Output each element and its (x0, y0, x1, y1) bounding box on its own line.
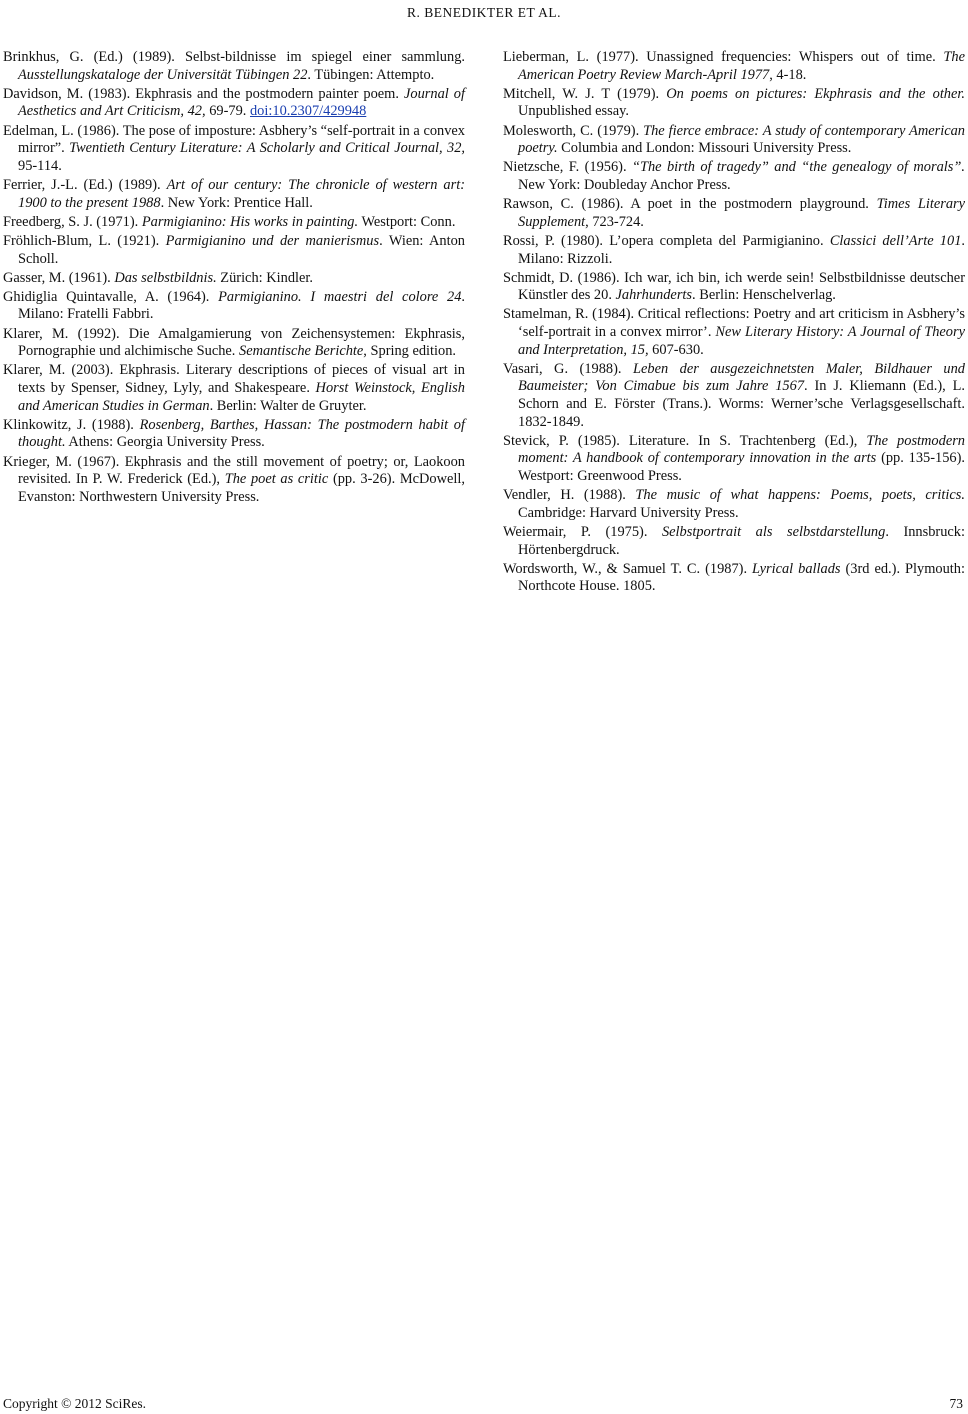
reference-text: Ghidiglia Quintavalle, A. (1964). (3, 288, 219, 305)
reference-entry (3, 214, 465, 232)
references-column-left (3, 49, 465, 508)
reference-text: Krieger, M. (1967). Ekphrasis and the still movement of poetry; or, Laokoon revisited. In P. W. Frederick (Ed.), (3, 453, 465, 488)
reference-text: 69-79. (205, 103, 250, 120)
reference-entry (503, 306, 965, 359)
reference-entry (3, 289, 465, 324)
page-number: 73 (949, 1396, 963, 1411)
reference-italic-text: Parmigianino: His works in painting. (141, 213, 359, 230)
reference-entry (3, 233, 465, 268)
reference-italic-text: Lyrical ballads (752, 560, 841, 577)
reference-entry (503, 270, 965, 305)
reference-entry (503, 361, 965, 431)
reference-entry (503, 86, 965, 121)
reference-entry (3, 417, 465, 452)
reference-text: Columbia and London: Missouri University Press. (557, 140, 852, 157)
reference-text: Klarer, M. (2003). Ekphrasis. Literary descriptions of pieces of visual art in texts by Spenser, Sidney, Lyly, and Shakespeare. (3, 362, 465, 397)
reference-text: . Milano: Rizzoli. (518, 232, 965, 267)
reference-entry (3, 326, 465, 361)
reference-entry (3, 270, 465, 288)
reference-italic-text: Horst Weinstock, English and American Studies in German (18, 380, 465, 414)
reference-text: (pp. 3-26). McDowell, Evanston: Northwestern University Press. (18, 471, 465, 505)
reference-text: Gasser, M. (1961). (3, 269, 115, 286)
reference-text: Vendler, H. (1988). (503, 487, 636, 504)
reference-text: 607-630. (648, 341, 704, 358)
reference-text: Weiermair, P. (1975). (503, 523, 662, 540)
reference-italic-text: Art of our century: The chronicle of western art: 1900 to the present 1988 (18, 176, 465, 211)
reference-text: Davidson, M. (1983). Ekphrasis and the postmodern painter poem. (3, 85, 404, 102)
copyright-notice: Copyright © 2012 SciRes. (3, 1396, 147, 1411)
reference-text: Klarer, M. (1992). Die Amalgamierung von Zeichensystemen: Ekphrasis, Pornographie und alchimische Suche. (3, 325, 465, 360)
reference-text: Stevick, P. (1985). Literature. In S. Trachtenberg (Ed.), (503, 432, 867, 449)
reference-entry (503, 49, 965, 84)
reference-text: Westport: Conn. (358, 213, 456, 230)
reference-entry (503, 159, 965, 194)
reference-text: Athens: Georgia University Press. (65, 434, 265, 451)
reference-italic-text: Jahrhunderts (615, 287, 693, 304)
reference-italic-text: Twentieth Century Literature: A Scholarly and Critical Journal, 32, (69, 140, 465, 157)
doi-link[interactable]: doi:10.2307/429948 (249, 103, 367, 120)
reference-entry (3, 86, 465, 121)
reference-text: . Innsbruck: Hörtenbergdruck. (518, 523, 965, 558)
reference-text: . Milano: Fratelli Fabbri. (18, 288, 466, 323)
reference-entry (503, 524, 965, 559)
reference-text: Freedberg, S. J. (1971). (3, 213, 142, 230)
reference-entry (503, 487, 965, 522)
reference-text: Molesworth, C. (1979). (503, 122, 644, 139)
reference-italic-text: Parmigianino und der manierismus (165, 232, 380, 249)
reference-text: . In J. Kliemann (Ed.), L. Schorn and E. Förster (Trans.). Worms: Werner’sche Verlagsgesellschaft. 1832-1849. (518, 378, 965, 430)
reference-entry (3, 454, 465, 507)
reference-text: . Tübingen: Attempto. (307, 66, 435, 83)
reference-text: New York: Doubleday Anchor Press. (518, 176, 731, 193)
reference-entry (503, 233, 965, 268)
running-head: R. BENEDIKTER ET AL. (406, 5, 562, 20)
reference-italic-text: New Literary History: A Journal of Theory and Interpretation, 15, (518, 324, 965, 358)
reference-italic-text: Semantische Berichte (239, 343, 364, 360)
reference-entry (503, 123, 965, 158)
reference-text: Lieberman, L. (1977). Unassigned frequencies: Whispers out of time. (503, 49, 944, 65)
reference-italic-text: Classici dell’Arte 101 (829, 232, 962, 249)
reference-text: . New York: Prentice Hall. (160, 194, 313, 211)
reference-italic-text: On poems on pictures: Ekphrasis and the other. (666, 85, 965, 102)
reference-text: , 723-724. (585, 213, 644, 230)
reference-entry (503, 561, 965, 596)
reference-text: Mitchell, W. J. T (1979). (503, 85, 667, 102)
reference-entry (3, 362, 465, 415)
reference-italic-text: Times Literary Supplement (518, 196, 966, 230)
reference-text: , 4-18. (769, 66, 807, 83)
reference-italic-text: Ausstellungskataloge der Universität Tübingen 22 (18, 66, 308, 83)
reference-text: Brinkhus, G. (Ed.) (1989). Selbst-bildnisse im spiegel einer sammlung. (3, 49, 465, 65)
reference-text: Stamelman, R. (1984). Critical reflections: Poetry and art criticism in Asbhery’s ‘self-portrait in a convex mirror’. (503, 306, 965, 341)
reference-text: Cambridge: Harvard University Press. (518, 504, 739, 521)
reference-italic-text: The music of what happens: Poems, poets, critics. (635, 487, 965, 504)
reference-text: Zürich: Kindler. (216, 269, 314, 286)
reference-text: Edelman, L. (1986). The pose of imposture: Asbhery’s “self-portrait in a convex mirror”. (3, 122, 465, 157)
reference-italic-text: Parmigianino. I maestri del colore 24 (218, 288, 462, 305)
reference-text: Unpublished essay. (518, 103, 629, 120)
reference-italic-text: Journal of Aesthetics and Art Criticism, 42, (18, 85, 465, 120)
reference-italic-text: The American Poetry Review March-April 1977 (518, 49, 965, 83)
reference-text: Klinkowitz, J. (1988). (3, 416, 140, 433)
reference-text: Fröhlich-Blum, L. (1921). (3, 232, 166, 249)
reference-entry (3, 49, 465, 84)
reference-text: . Berlin: Henschelverlag. (692, 287, 836, 304)
reference-italic-text: Das selbstbildnis. (114, 269, 217, 286)
reference-italic-text: Leben der ausgezeichnetsten Maler, Bildhauer und Baumeister; Von Cimabue bis zum Jahre 1567 (518, 360, 965, 395)
reference-italic-text: The postmodern moment: A handbook of contemporary innovation in the arts (518, 432, 966, 467)
reference-entry (3, 123, 465, 176)
reference-text: Nietzsche, F. (1956). (503, 159, 632, 176)
reference-italic-text: Selbstportrait als selbstdarstellung (661, 523, 886, 540)
reference-text: Rawson, C. (1986). A poet in the postmodern playground. (503, 196, 877, 213)
reference-text: Schmidt, D. (1986). Ich war, ich bin, ich werde sein! Selbstbildnisse deutscher Künstler des 20. (503, 269, 965, 304)
reference-entry (3, 177, 465, 212)
reference-text: , Spring edition. (363, 343, 457, 360)
reference-italic-text: The fierce embrace: A study of contemporary American poetry. (518, 122, 965, 157)
reference-italic-text: The poet as critic (224, 471, 329, 488)
reference-text: . Wien: Anton Scholl. (18, 232, 465, 267)
reference-entry (503, 433, 965, 486)
reference-text: Ferrier, J.-L. (Ed.) (1989). (3, 176, 167, 193)
reference-text: . Berlin: Walter de Gruyter. (209, 397, 367, 414)
reference-italic-text: “The birth of tragedy” and “the genealogy of morals”. (631, 159, 965, 176)
references-column-right (503, 49, 965, 598)
reference-text: Wordsworth, W., & Samuel T. C. (1987). (503, 560, 753, 577)
reference-text: (3rd ed.). Plymouth: Northcote House. 1805. (518, 560, 965, 595)
reference-text: 95-114. (18, 157, 62, 174)
reference-text: Vasari, G. (1988). (503, 360, 633, 377)
reference-text: Rossi, P. (1980). L’opera completa del Parmigianino. (503, 232, 830, 249)
reference-italic-text: Rosenberg, Barthes, Hassan: The postmodern habit of thought. (18, 416, 465, 451)
reference-entry (503, 196, 965, 231)
reference-text: (pp. 135-156). Westport: Greenwood Press. (518, 450, 965, 484)
